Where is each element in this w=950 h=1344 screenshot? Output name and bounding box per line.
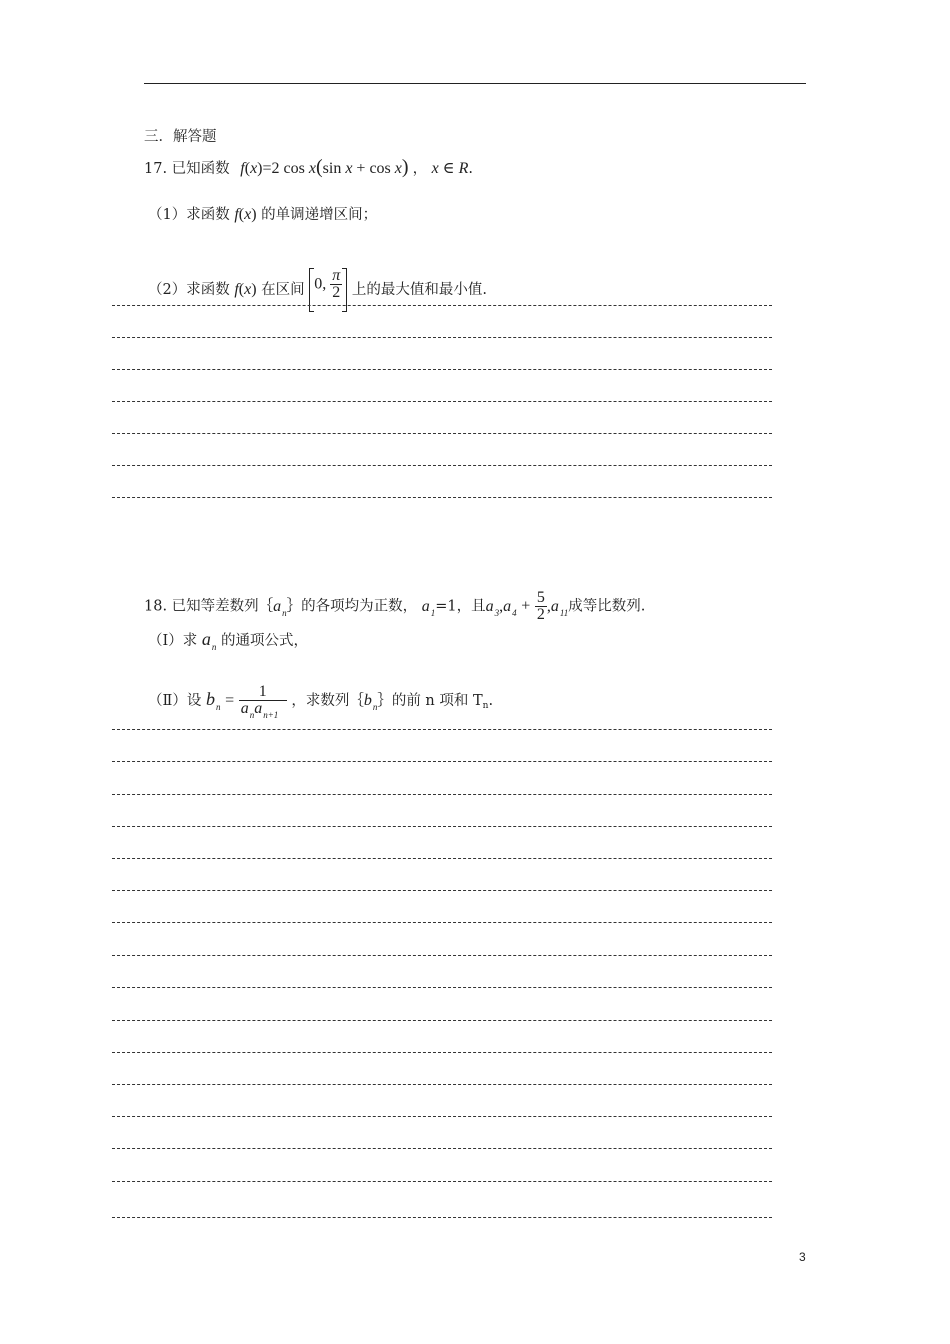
answer-line	[112, 337, 772, 338]
answer-line	[112, 1217, 772, 1218]
answer-line	[112, 794, 772, 795]
answer-line	[112, 761, 772, 762]
question-18-part-2: （Ⅱ）设 $b_n$ = $\frac{1}{a_na_{n+1}}$ ，求数列$\{b_n\}$的前 n 项和 $T_n$.	[148, 683, 494, 720]
page-number: 3	[799, 1250, 806, 1264]
answer-line	[112, 955, 772, 956]
answer-line	[112, 433, 772, 434]
answer-line	[112, 729, 772, 730]
question-17-part-1: （1）求函数 f(x) 的单调递增区间；	[148, 206, 378, 223]
answer-line	[112, 401, 772, 402]
answer-line	[112, 305, 772, 306]
answer-line	[112, 826, 772, 827]
answer-line	[112, 369, 772, 370]
answer-line	[112, 858, 772, 859]
section-heading: 三．解答题	[144, 129, 217, 145]
question-17-statement: 17. 已知函数 f(x)=2 cos x(sin x + cos x) ， x ∈ R.	[144, 156, 473, 178]
interval-0-pi-over-2: 0, $\frac{\pi}{2}$	[309, 268, 347, 312]
header-rule	[144, 83, 806, 84]
answer-line	[112, 1052, 772, 1053]
answer-line	[112, 1116, 772, 1117]
question-18-statement: 18. 已知等差数列$\{a_n\}$的各项均为正数， $a_1=1$，且$a_3,a_4$ + $\frac{5}{2}$ $,a_{11}$成等比数列.	[144, 589, 646, 623]
answer-line	[112, 497, 772, 498]
answer-line	[112, 987, 772, 988]
answer-line	[112, 465, 772, 466]
question-17-part-2: （2）求函数 f(x) 在区间 0, $\frac{\pi}{2}$ 上的最大值和最小值.	[148, 268, 487, 312]
domain-condition: x ∈ R	[431, 160, 469, 177]
question-18-part-1: （Ⅰ）求 $a_n$ 的通项公式，	[148, 629, 308, 652]
answer-line	[112, 1020, 772, 1021]
question-number: 18.	[144, 598, 168, 615]
answer-line	[112, 922, 772, 923]
answer-line	[112, 1181, 772, 1182]
answer-line	[112, 890, 772, 891]
answer-line	[112, 1148, 772, 1149]
question-number: 17.	[144, 161, 168, 177]
answer-line	[112, 1084, 772, 1085]
